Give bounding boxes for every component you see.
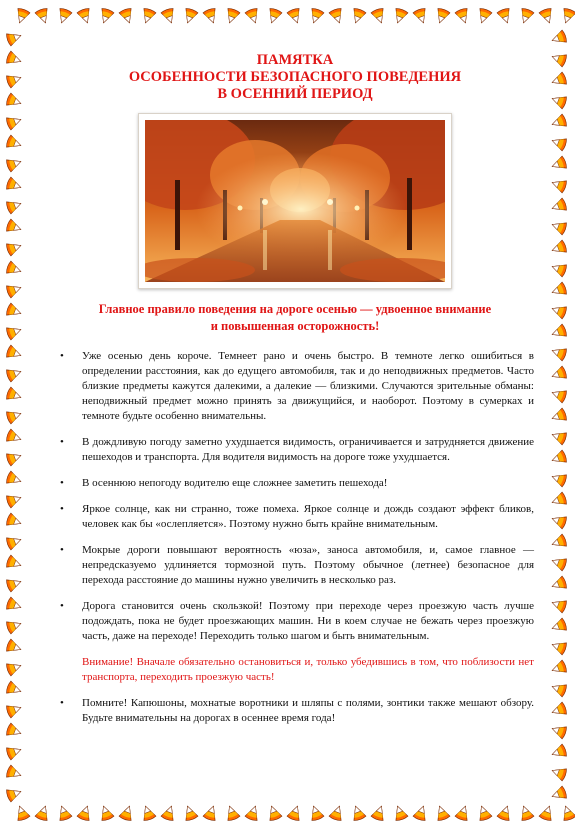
candy-corn-icon bbox=[549, 343, 570, 364]
candy-corn-icon bbox=[243, 803, 264, 824]
candy-corn-icon bbox=[4, 658, 25, 679]
candy-corn-icon bbox=[285, 803, 306, 824]
candy-corn-icon bbox=[4, 112, 25, 133]
candy-corn-icon bbox=[549, 742, 570, 763]
candy-corn-icon bbox=[4, 70, 25, 91]
candy-corn-icon bbox=[4, 301, 25, 322]
candy-corn-icon bbox=[4, 259, 25, 280]
candy-corn-icon bbox=[348, 6, 369, 27]
candy-corn-icon bbox=[327, 6, 348, 27]
candy-corn-icon bbox=[348, 803, 369, 824]
candy-corn-icon bbox=[243, 6, 264, 27]
candy-corn-icon bbox=[411, 6, 432, 27]
candy-corn-icon bbox=[4, 595, 25, 616]
candy-corn-icon bbox=[4, 784, 25, 805]
candy-corn-icon bbox=[549, 238, 570, 259]
candy-corn-icon bbox=[96, 6, 117, 27]
bullet-icon: • bbox=[60, 350, 64, 362]
candy-corn-icon bbox=[549, 112, 570, 133]
list-item bbox=[56, 696, 534, 726]
candy-corn-icon bbox=[549, 784, 570, 805]
list-item bbox=[56, 435, 534, 465]
candy-corn-icon bbox=[558, 803, 575, 824]
candy-corn-icon bbox=[180, 6, 201, 27]
candy-corn-icon bbox=[201, 803, 222, 824]
candy-corn-icon bbox=[432, 803, 453, 824]
candy-corn-icon bbox=[4, 700, 25, 721]
candy-corn-icon bbox=[306, 803, 327, 824]
candy-corn-icon bbox=[4, 616, 25, 637]
candy-corn-icon bbox=[4, 343, 25, 364]
candy-corn-icon bbox=[495, 6, 516, 27]
candy-corn-icon bbox=[4, 91, 25, 112]
candy-corn-icon bbox=[33, 803, 54, 824]
list-item bbox=[56, 599, 534, 644]
candy-corn-icon bbox=[117, 803, 138, 824]
candy-corn-icon bbox=[264, 803, 285, 824]
candy-corn-icon bbox=[549, 427, 570, 448]
candy-corn-icon bbox=[54, 803, 75, 824]
candy-corn-icon bbox=[390, 6, 411, 27]
candy-corn-icon bbox=[4, 217, 25, 238]
candy-corn-icon bbox=[549, 700, 570, 721]
candy-corn-icon bbox=[54, 6, 75, 27]
list-item bbox=[56, 502, 534, 532]
main-rule-line-2: и повышенная осторожность! bbox=[210, 319, 380, 333]
page-title bbox=[56, 52, 534, 103]
candy-corn-icon bbox=[495, 803, 516, 824]
candy-corn-icon bbox=[558, 6, 575, 27]
candy-corn-icon bbox=[12, 803, 33, 824]
advice-list bbox=[56, 349, 534, 644]
list-item-text: Помните! Капюшоны, мохнатые воротники и шляпы с полями, зонтики также мешают обзору. Будьте внимательны на дорогах в осеннее время года! bbox=[82, 697, 534, 724]
candy-corn-icon bbox=[201, 6, 222, 27]
candy-corn-icon bbox=[327, 803, 348, 824]
candy-corn-icon bbox=[549, 385, 570, 406]
candy-corn-icon bbox=[4, 427, 25, 448]
candy-corn-icon bbox=[549, 70, 570, 91]
list-item bbox=[56, 543, 534, 588]
candy-corn-icon bbox=[549, 49, 570, 70]
list-item bbox=[56, 349, 534, 424]
candy-corn-icon bbox=[4, 133, 25, 154]
candy-corn-icon bbox=[549, 217, 570, 238]
candy-corn-icon bbox=[369, 803, 390, 824]
list-item-text: В дождливую погоду заметно ухудшается видимость, ограничивается и затрудняется движение пешеходов и транспорта. Для водителя видимость на дороге тоже ухудшается. bbox=[82, 436, 534, 463]
list-item bbox=[56, 476, 534, 491]
candy-corn-icon bbox=[75, 803, 96, 824]
autumn-street-photo bbox=[138, 113, 452, 289]
candy-corn-icon bbox=[4, 28, 25, 49]
candy-corn-icon bbox=[4, 364, 25, 385]
candy-corn-icon bbox=[12, 6, 33, 27]
candy-corn-icon bbox=[549, 595, 570, 616]
candy-corn-icon bbox=[4, 511, 25, 532]
candy-corn-icon bbox=[222, 803, 243, 824]
bullet-icon: • bbox=[60, 503, 64, 515]
candy-corn-icon bbox=[549, 364, 570, 385]
candy-corn-icon bbox=[4, 490, 25, 511]
candy-corn-icon bbox=[537, 803, 558, 824]
candy-corn-icon bbox=[549, 91, 570, 112]
candy-corn-icon bbox=[549, 448, 570, 469]
autumn-street-image bbox=[145, 120, 445, 282]
candy-corn-icon bbox=[549, 637, 570, 658]
candy-corn-icon bbox=[4, 154, 25, 175]
bullet-icon: • bbox=[60, 697, 64, 709]
candy-corn-icon bbox=[549, 553, 570, 574]
title-line-1: ПАМЯТКА bbox=[256, 52, 334, 68]
candy-corn-icon bbox=[117, 6, 138, 27]
candy-corn-icon bbox=[453, 6, 474, 27]
candy-corn-icon bbox=[4, 448, 25, 469]
candy-corn-icon bbox=[4, 553, 25, 574]
final-list bbox=[56, 696, 534, 726]
candy-corn-icon bbox=[4, 322, 25, 343]
bullet-icon: • bbox=[60, 436, 64, 448]
candy-corn-icon bbox=[474, 803, 495, 824]
candy-corn-icon bbox=[537, 6, 558, 27]
candy-corn-icon bbox=[75, 6, 96, 27]
candy-corn-icon bbox=[549, 28, 570, 49]
candy-corn-icon bbox=[285, 6, 306, 27]
title-line-2: ОСОБЕННОСТИ БЕЗОПАСНОГО ПОВЕДЕНИЯ bbox=[128, 69, 462, 85]
candy-corn-icon bbox=[549, 763, 570, 784]
candy-corn-icon bbox=[411, 803, 432, 824]
candy-corn-icon bbox=[549, 322, 570, 343]
list-item-text: Мокрые дороги повышают вероятность «юза», заноса автомобиля, и, самое главное — непредсказуемо удлиняется тормозной путь. Поэтому обычное (летнее) безопасное для перехода расстояние до машины нужно увеличить в несколько раз. bbox=[82, 544, 534, 586]
candy-corn-icon bbox=[222, 6, 243, 27]
candy-corn-icon bbox=[159, 803, 180, 824]
candy-corn-icon bbox=[453, 803, 474, 824]
candy-corn-icon bbox=[369, 6, 390, 27]
candy-corn-icon bbox=[4, 280, 25, 301]
candy-corn-icon bbox=[549, 616, 570, 637]
list-item-text: Уже осенью день короче. Темнеет рано и очень быстро. В темноте легко ошибиться в определении расстояния, как до едущего автомобиля, так и до неподвижных предметов. Часто близкие предметы кажутся далекими, а далекие — близкими. Случаются зрительные обманы: неподвижный предмет можно принять за движущийся, и наоборот. Поэтому в сумерках и темноте будьте особенно внимательны. bbox=[82, 350, 534, 422]
bullet-icon: • bbox=[60, 544, 64, 556]
candy-corn-icon bbox=[4, 763, 25, 784]
candy-corn-icon bbox=[306, 6, 327, 27]
bullet-icon: • bbox=[60, 600, 64, 612]
candy-corn-icon bbox=[4, 742, 25, 763]
candy-corn-icon bbox=[390, 803, 411, 824]
document-body bbox=[56, 52, 534, 737]
candy-corn-icon bbox=[549, 469, 570, 490]
candy-corn-icon bbox=[4, 679, 25, 700]
candy-corn-icon bbox=[549, 721, 570, 742]
candy-corn-icon bbox=[264, 6, 285, 27]
candy-corn-icon bbox=[549, 532, 570, 553]
candy-corn-icon bbox=[549, 406, 570, 427]
candy-corn-icon bbox=[4, 385, 25, 406]
candy-corn-icon bbox=[549, 280, 570, 301]
candy-corn-icon bbox=[180, 803, 201, 824]
candy-corn-icon bbox=[138, 803, 159, 824]
candy-corn-icon bbox=[516, 803, 537, 824]
candy-corn-icon bbox=[96, 803, 117, 824]
candy-corn-icon bbox=[4, 406, 25, 427]
list-item-text: Яркое солнце, как ни странно, тоже помеха. Яркое солнце и дождь создают эффект бликов, человек как бы «ослепляется». Поэтому нужно быть крайне внимательным. bbox=[82, 503, 534, 530]
candy-corn-icon bbox=[474, 6, 495, 27]
candy-corn-icon bbox=[4, 175, 25, 196]
warning-text: Внимание! Вначале обязательно остановиться и, только убедившись в том, что поблизости нет транспорта, переходить проезжую часть! bbox=[82, 656, 534, 683]
main-rule bbox=[56, 301, 534, 335]
title-line-3: В ОСЕННИЙ ПЕРИОД bbox=[217, 86, 373, 102]
candy-corn-icon bbox=[4, 532, 25, 553]
candy-corn-icon bbox=[4, 574, 25, 595]
candy-corn-icon bbox=[549, 301, 570, 322]
candy-corn-icon bbox=[4, 238, 25, 259]
candy-corn-icon bbox=[549, 511, 570, 532]
candy-corn-icon bbox=[4, 469, 25, 490]
candy-corn-icon bbox=[549, 133, 570, 154]
candy-corn-icon bbox=[4, 721, 25, 742]
candy-corn-icon bbox=[549, 154, 570, 175]
candy-corn-icon bbox=[4, 196, 25, 217]
list-item-text: Дорога становится очень скользкой! Поэтому при переходе через проезжую часть лучше подождать, пока не будет проезжающих машин. Ни в коем случае не бежать через проезжую часть, даже на переходе! Переходить только шагом и быть внимательным. bbox=[82, 600, 534, 642]
candy-corn-icon bbox=[159, 6, 180, 27]
candy-corn-icon bbox=[549, 658, 570, 679]
candy-corn-icon bbox=[549, 175, 570, 196]
candy-corn-icon bbox=[138, 6, 159, 27]
candy-corn-icon bbox=[549, 574, 570, 595]
candy-corn-icon bbox=[33, 6, 54, 27]
main-rule-line-1: Главное правило поведения на дороге осенью — удвоенное внимание bbox=[98, 302, 492, 316]
candy-corn-icon bbox=[4, 49, 25, 70]
candy-corn-icon bbox=[549, 490, 570, 511]
list-item-text: В осеннюю непогоду водителю еще сложнее заметить пешехода! bbox=[82, 477, 388, 489]
candy-corn-icon bbox=[549, 679, 570, 700]
bullet-icon: • bbox=[60, 477, 64, 489]
candy-corn-icon bbox=[549, 259, 570, 280]
candy-corn-icon bbox=[4, 637, 25, 658]
candy-corn-icon bbox=[549, 196, 570, 217]
candy-corn-icon bbox=[516, 6, 537, 27]
candy-corn-icon bbox=[432, 6, 453, 27]
